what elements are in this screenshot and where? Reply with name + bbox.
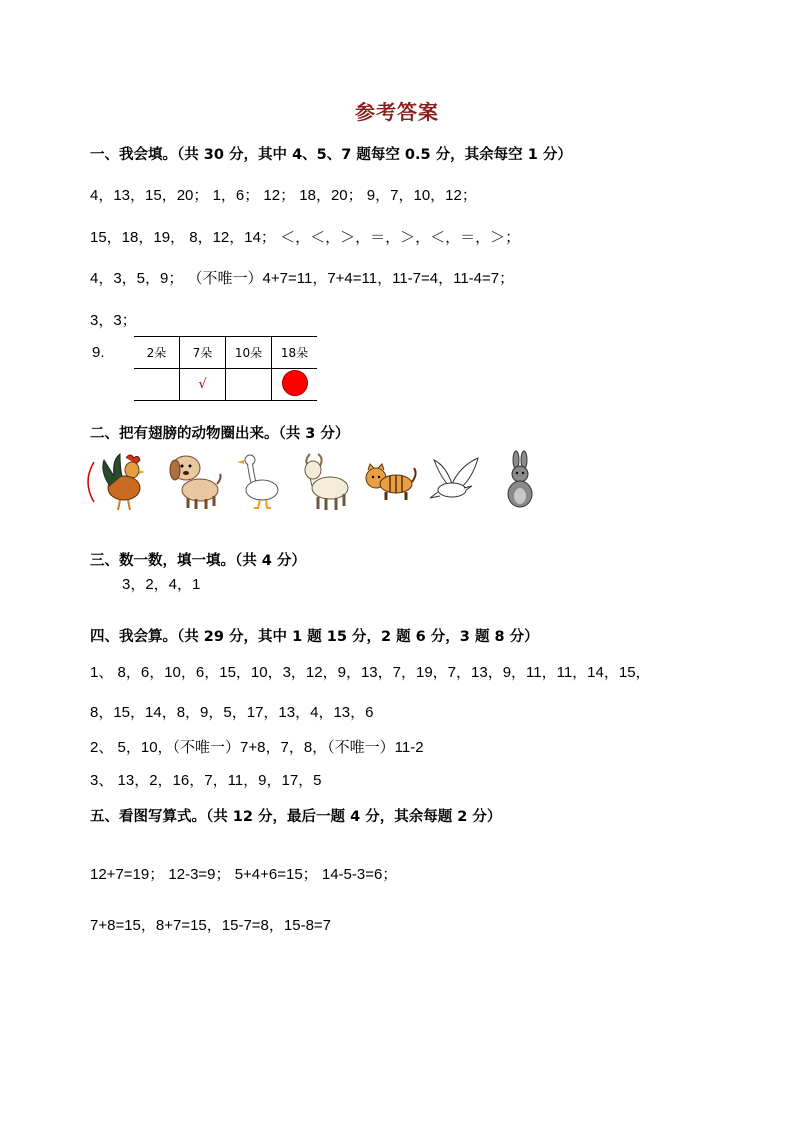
section-5-line-2: 7+8=15，8+7=15，15-7=8，15-8=7 <box>90 917 332 934</box>
goat-icon <box>296 450 354 512</box>
section-1-line-3: 4，3，5，9； （不唯一）4+7=11，7+4=11，11-7=4，11-4=7； <box>90 270 515 287</box>
goose-icon <box>230 450 288 512</box>
check-mark: √ <box>198 377 207 392</box>
section-3-heading: 三、数一数，填一填。（共 4 分） <box>90 553 306 569</box>
tiger-cub-icon <box>360 450 418 512</box>
section-1-line-2: 15，18，19， 8，12，14； ＜，＜，＞，＝，＞，＜，＝，＞； <box>90 229 521 246</box>
section-4-line-2: 8，15，14，8，9，5，17，13，4，13，6 <box>90 704 374 721</box>
section-4-line-3: 2、 5，10，（不唯一）7+8，7，8，（不唯一）11-2 <box>90 739 424 756</box>
table-header-cell: 18朵 <box>272 337 318 369</box>
dove-icon <box>426 450 484 512</box>
page-title: 参考答案 <box>355 100 439 124</box>
table-cell <box>272 369 318 401</box>
section-1-line-1: 4，13，15，20； 1，6； 12； 18，20； 9，7，10，12； <box>90 187 477 204</box>
table-header-cell: 10朵 <box>226 337 272 369</box>
section-3-answer: 3，2，4，1 <box>122 576 201 593</box>
question-9-label: 9. <box>92 344 105 361</box>
table-cell <box>180 369 226 401</box>
section-2-heading: 二、把有翅膀的动物圈出来。（共 3 分） <box>90 426 350 442</box>
section-5-line-1: 12+7=19； 12-3=9； 5+4+6=15； 14-5-3=6； <box>90 866 398 883</box>
table-header-cell: 2朵 <box>134 337 180 369</box>
section-1-heading: 一、我会填。（共 30 分，其中 4、5、7 题每空 0.5 分，其余每空 1 分） <box>90 147 572 163</box>
table-cell <box>226 369 272 401</box>
section-4-line-4: 3、 13，2，16，7，11，9，17，5 <box>90 772 322 789</box>
rooster-icon <box>96 450 154 512</box>
flower-count-table <box>134 336 317 401</box>
section-5-heading: 五、看图写算式。（共 12 分，最后一题 4 分，其余每题 2 分） <box>90 809 502 825</box>
section-4-heading: 四、我会算。（共 29 分，其中 1 题 15 分，2 题 6 分，3 题 8 分） <box>90 629 539 645</box>
puppy-icon <box>164 450 222 512</box>
section-1-line-4: 3，3； <box>90 312 137 329</box>
rabbit-icon <box>492 450 550 512</box>
table-header-cell: 7朵 <box>180 337 226 369</box>
red-dot-icon <box>282 370 308 396</box>
animal-row <box>82 450 562 512</box>
table-cell <box>134 369 180 401</box>
section-4-line-1: 1、 8，6，10，6，15，10，3，12，9，13，7，19，7，13，9，11，11，14，15， <box>90 664 651 681</box>
